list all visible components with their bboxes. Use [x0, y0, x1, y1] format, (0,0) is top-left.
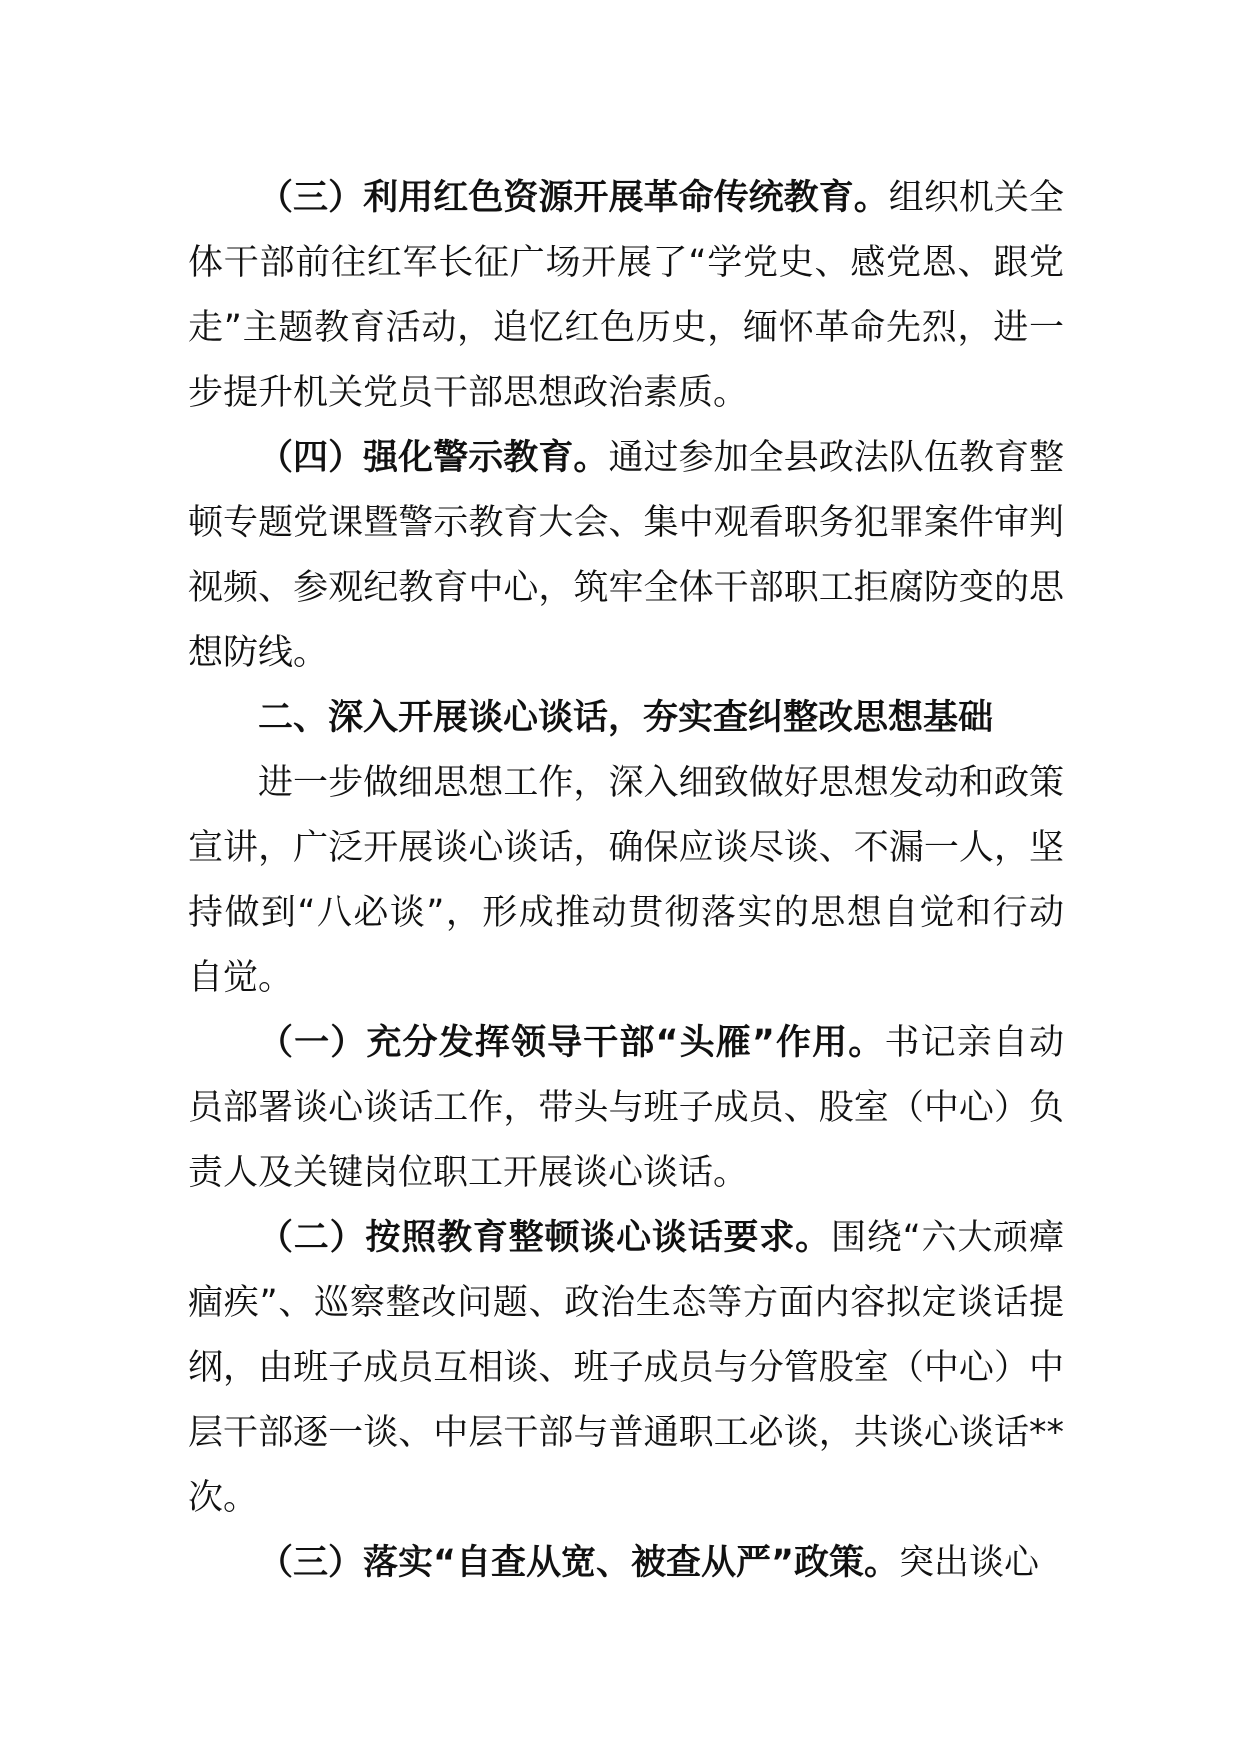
paragraph-leaders-role	[188, 1011, 1064, 1206]
paragraph-heading: （三）利用红色资源开展革命传统教育。	[258, 178, 889, 218]
paragraph-text: 围绕“六大顽瘴痼疾”、巡察整改问题、政治生态等方面内容拟定谈话提纲，由班子成员互相谈、班子成员与分管股室（中心）中层干部逐一谈、中层干部与普通职工必谈，共谈心谈话**次。	[188, 1218, 1064, 1518]
paragraph-heading: （三）落实“自查从宽、被查从严”政策。	[258, 1543, 900, 1583]
paragraph-red-resources	[188, 166, 1064, 426]
paragraph-talk-requirements	[188, 1206, 1064, 1531]
paragraph-heading: （二）按照教育整顿谈心谈话要求。	[258, 1218, 831, 1258]
paragraph-text: 突出谈心	[899, 1543, 1040, 1583]
paragraph-thought-work	[188, 751, 1064, 1011]
paragraph-text: 通过参加全县政法队伍教育整顿专题党课暨警示教育大会、集中观看职务犯罪案件审判视频、参观纪教育中心，筑牢全体干部职工拒腐防变的思想防线。	[188, 438, 1064, 673]
document-body	[188, 166, 1064, 1596]
paragraph-self-check-policy	[188, 1531, 1064, 1596]
paragraph-text: 进一步做细思想工作，深入细致做好思想发动和政策宣讲，广泛开展谈心谈话，确保应谈尽谈、不漏一人，坚持做到“八必谈”，形成推动贯彻落实的思想自觉和行动自觉。	[188, 763, 1064, 998]
paragraph-warning-education	[188, 426, 1064, 686]
paragraph-heading: （一）充分发挥领导干部“头雁”作用。	[258, 1023, 885, 1063]
paragraph-text: 组织机关全体干部前往红军长征广场开展了“学党史、感党恩、跟党走”主题教育活动，追忆红色历史，缅怀革命先烈，进一步提升机关党员干部思想政治素质。	[188, 178, 1064, 413]
paragraph-text: 书记亲自动员部署谈心谈话工作，带头与班子成员、股室（中心）负责人及关键岗位职工开展谈心谈话。	[188, 1023, 1064, 1193]
section-heading: 二、深入开展谈心谈话，夯实查纠整改思想基础	[258, 698, 994, 738]
paragraph-heading: （四）强化警示教育。	[258, 438, 609, 478]
